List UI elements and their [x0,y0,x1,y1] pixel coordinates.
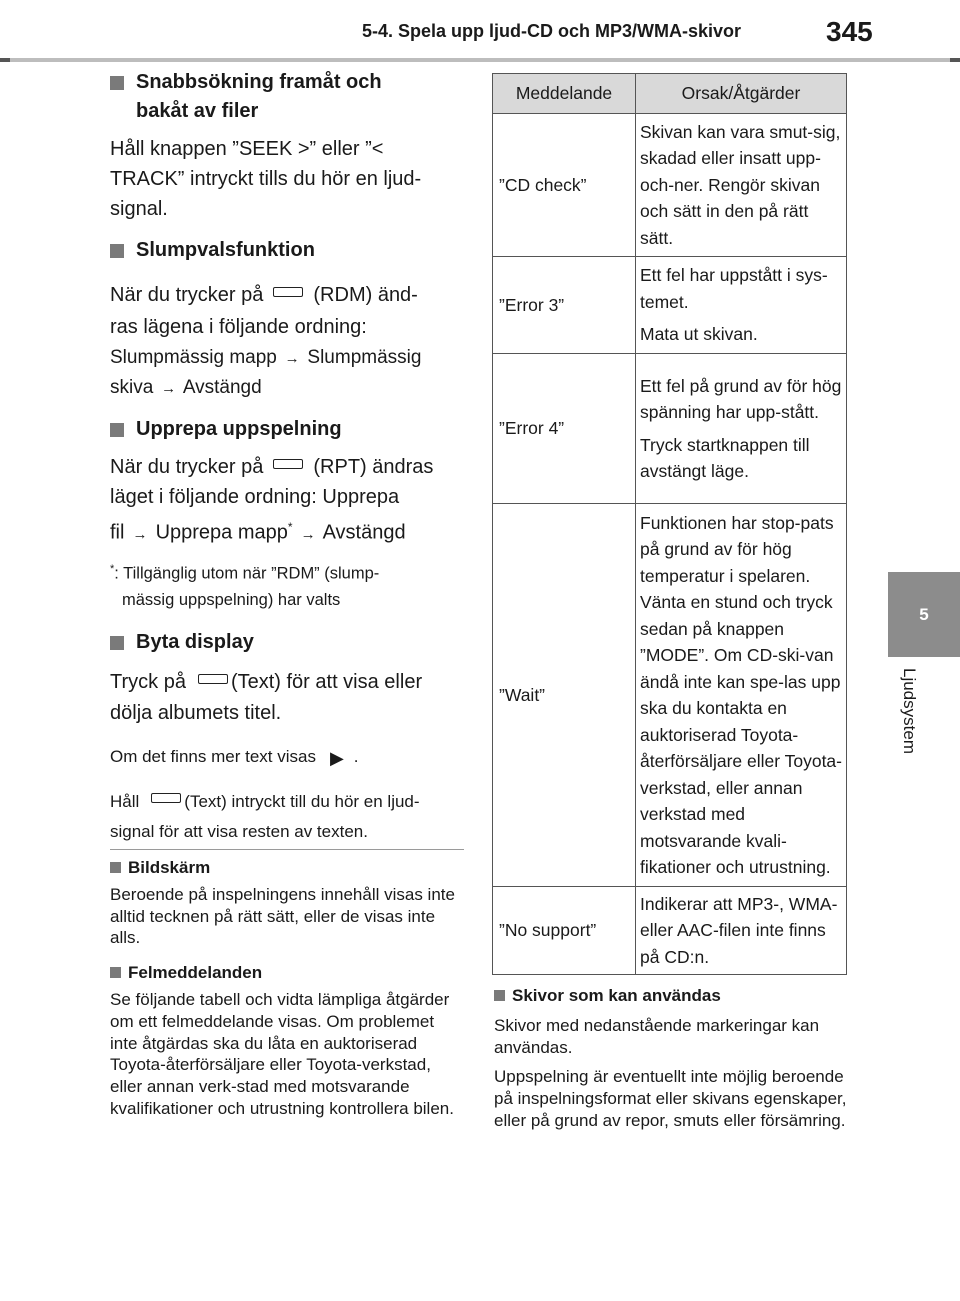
table-header-row [493,74,847,114]
discs-block [494,985,854,1132]
chapter-label [893,668,921,788]
cause-cell: Ett fel på grund av för hög spänning har upp-stått. Tryck startknappen till avstängt läge. [636,354,847,504]
error-heading: Felmeddelanden [110,962,465,984]
cause-cell: Funktionen har stop-pats på grund av för hög temperatur i spelaren. Vänta en stund och tryck sedan på knappen ”MODE”. Om CD-ski-van ändå inte kan spe-las upp ska du kontakta en auktoriserad Toyota-återförsäljare eller Toyota-verkstad, eller annan verkstad med motsvarande kvali-fikationer och utrustning. [636,504,847,887]
arrow-right-icon: → [161,380,177,397]
arrow-more-icon: ▶ [329,748,344,769]
header-rule-right-cap [950,58,960,62]
table-row [493,257,847,354]
more-text: Om det finns mer text visas ▶ . [110,743,465,772]
table-row [493,114,847,257]
arrow-right-icon: → [132,525,148,543]
square-bullet-icon [494,990,505,1001]
cause-cell: Indikerar att MP3-, WMA- eller AAC-filen inte finns på CD:n. [636,887,847,975]
display-heading: Byta display [110,628,465,657]
table-row [493,504,847,887]
square-bullet-icon [110,244,124,258]
cause-cell: Ett fel har uppstått i sys-temet. Mata ut skivan. [636,257,847,354]
square-bullet-icon [110,423,124,437]
repeat-text: När du trycker på (RPT) ändras läget i följande ordning: Upprepa fil → Upprepa mapp* → Avstängd [110,452,465,550]
button-icon [198,674,228,684]
arrow-right-icon: → [300,525,316,543]
hold-text: Håll (Text) intryckt till du hör en ljud- signal för att visa resten av texten. [110,792,420,842]
header-rule-left-cap [0,58,10,62]
error-text: Se följande tabell och vidta lämpliga åtgärder om ett felmeddelande visas. Om problemet inte åtgärdas ska du låta en auktoriserad Toyota-återförsäljare eller Toyota-verkstad, eller annan verk-stad med motsvarande kvalifikationer och utrustning kontrollera bilen. [110,990,454,1118]
section-divider [110,849,464,850]
chapter-label-text: Ljudsystem [900,668,919,754]
error-message-table [492,73,847,975]
chapter-tab[interactable] [888,572,960,657]
column-header-cause: Orsak/Åtgärder [636,74,847,114]
column-header-message: Meddelande [493,74,636,114]
cause-cell: Skivan kan vara smut-sig, skadad eller insatt upp-och-ner. Rengör skivan och sätt in den på rätt sätt. [636,114,847,257]
message-cell: ”CD check” [493,114,636,257]
message-cell: ”Error 3” [493,257,636,354]
left-column [110,68,465,847]
section-title: 5-4. Spela upp ljud-CD och MP3/WMA-skivor [362,21,742,41]
discs-text-1: Skivor med nedanstående markeringar kan användas. [494,1016,820,1057]
repeat-heading: Upprepa uppspelning [110,415,465,444]
random-text: När du trycker på (RDM) änd- ras lägena i följande ordning: [110,284,418,338]
chapter-number: 5 [919,604,929,624]
notes-block [110,857,465,1119]
random-heading: Slumpvalsfunktion [110,236,465,265]
table-row [493,887,847,975]
seek-heading: Snabbsökning framåt och bakåt av filer [110,68,465,126]
button-icon [151,793,181,803]
random-sequence: Slumpmässig mapp → Slumpmässig skiva → Avstängd [110,343,465,403]
display-text: Tryck på (Text) för att visa eller dölja albumets titel. [110,671,423,725]
screen-text: Beroende på inspelningens innehåll visas inte alltid tecknen på rätt sätt, eller de visas inte alls. [110,885,455,948]
discs-heading: Skivor som kan användas [494,985,854,1007]
square-bullet-icon [110,636,124,650]
button-icon [273,459,303,469]
header-rule [0,58,960,62]
message-cell: ”No support” [493,887,636,975]
page-header [0,0,960,62]
footnote: *: Tillgänglig utom när ”RDM” (slump- mässig uppspelning) har valts [110,562,380,610]
message-cell: ”Error 4” [493,354,636,504]
square-bullet-icon [110,862,121,873]
arrow-right-icon: → [284,350,300,367]
seek-text: Håll knappen ”SEEK >” eller ”< TRACK” intryckt tills du hör en ljud- signal. [110,138,422,220]
discs-text-2: Uppspelning är eventuellt inte möjlig beroende på inspelningsformat eller skivans egenskaper, eller på grund av repor, smuts eller försämring. [494,1067,847,1130]
button-icon [273,287,303,297]
message-cell: ”Wait” [493,504,636,887]
table-row [493,354,847,504]
square-bullet-icon [110,76,124,90]
page-number: 345 [826,16,873,47]
screen-heading: Bildskärm [110,857,465,879]
square-bullet-icon [110,967,121,978]
